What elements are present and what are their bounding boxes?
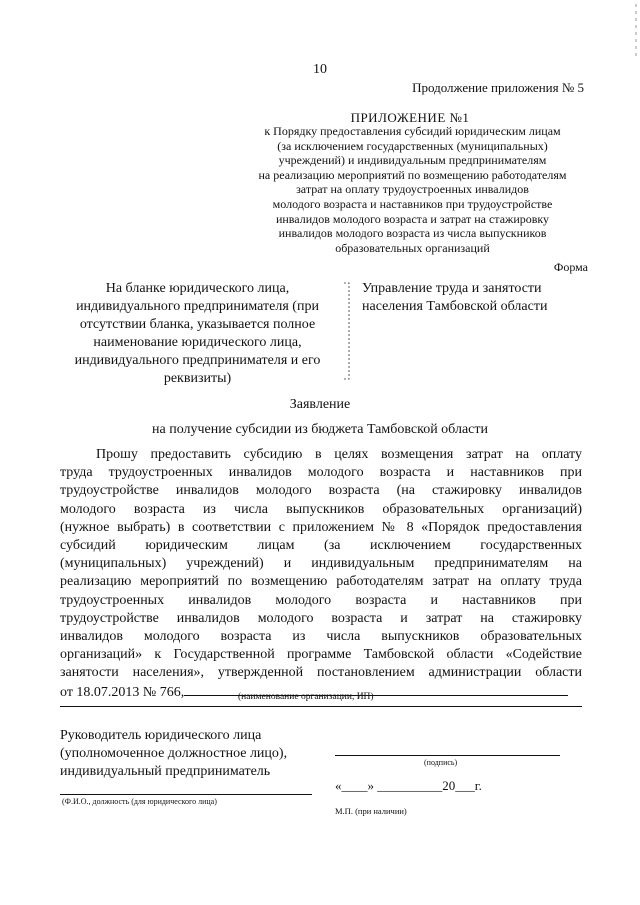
- appendix-line: на реализацию мероприятий по возмещению работодателям: [258, 167, 567, 182]
- separator-line: [60, 706, 582, 707]
- signatory-line: индивидуальный предприниматель: [60, 764, 271, 779]
- letterhead-placeholder: [60, 280, 335, 388]
- body-line: Прошу предоставить субсидию в целях возмещения затрат на оплату: [96, 447, 582, 462]
- date-field[interactable]: «____» __________20___г.: [335, 778, 482, 793]
- statement-body: [60, 446, 582, 701]
- appendix-line: затрат на оплату трудоустроенных инвалидов: [296, 182, 529, 197]
- form-label: Форма: [553, 260, 588, 274]
- body-line: инвалидов молодого возраста из числа выпускников образовательных: [60, 628, 582, 644]
- scan-edge-mark: [634, 0, 638, 60]
- body-line: трудоустройстве инвалидов молодого возраста (на стажировку инвалидов: [60, 483, 582, 499]
- statement-subtitle: на получение субсидии из бюджета Тамбовской области: [152, 422, 488, 437]
- appendix-line: учреждений) и индивидуальным предпринимателям: [278, 153, 547, 168]
- appendix-line: к Порядку предоставления субсидий юридическим лицам: [264, 124, 561, 138]
- body-line: трудоустройстве инвалидов молодого возраста и затрат на стажировку: [60, 610, 582, 626]
- letterhead-line: индивидуального предпринимателя и его: [74, 353, 321, 368]
- body-line: занятости населения», утвержденной постановлением администрации области: [60, 665, 582, 681]
- letterhead-line: реквизиты): [163, 371, 232, 386]
- stamp-caption: М.П. (при наличии): [335, 806, 407, 816]
- signature-caption: (подпись): [424, 758, 458, 767]
- page-number: 10: [313, 62, 327, 77]
- fio-field[interactable]: [60, 794, 312, 795]
- appendix-line: образовательных организаций: [335, 240, 490, 255]
- fio-caption: (Ф.И.О., должность (для юридического лица): [62, 797, 217, 806]
- appendix-title: ПРИЛОЖЕНИЕ №1: [350, 110, 470, 125]
- letterhead-line: наименование юридического лица,: [93, 335, 302, 350]
- appendix-line: инвалидов молодого возраста из числа выпускников: [278, 226, 547, 241]
- signature-field[interactable]: [335, 755, 560, 756]
- body-line: труда трудоустроенных инвалидов молодого возраста и наставников при: [60, 465, 582, 481]
- statement-title: Заявление: [289, 397, 351, 412]
- letterhead-line: отсутствии бланка, указывается полное: [79, 317, 316, 332]
- body-line: (муниципальных) учреждений) и индивидуальным предпринимателям на: [60, 556, 582, 572]
- letterhead-line: индивидуального предпринимателя (при: [76, 299, 319, 314]
- body-line: реализацию мероприятий по возмещению работодателям затрат на оплату труда: [60, 574, 582, 590]
- letterhead-line: На бланке юридического лица,: [105, 281, 290, 296]
- body-line: трудоустроенных инвалидов молодого возраста и наставников при: [60, 592, 582, 608]
- body-line: организаций» к Государственной программе Тамбовской области «Содействие: [60, 647, 582, 663]
- body-line: (нужное выбрать) в соответствии с приложением № 8 «Порядок предоставления: [60, 519, 582, 535]
- signatory-block: [60, 727, 320, 781]
- body-line: молодого возраста из числа выпускников образовательных организаций): [60, 501, 582, 517]
- appendix-reference: [240, 124, 585, 255]
- addressee-block: [362, 280, 582, 316]
- continuation-note: Продолжение приложения № 5: [412, 80, 584, 95]
- appendix-line: (за исключением государственных (муниципальных): [277, 138, 548, 153]
- body-line: субсидий юридическим лицам (за исключением государственных: [60, 537, 582, 553]
- appendix-line: инвалидов молодого возраста и затрат на стажировку: [275, 211, 550, 226]
- organization-caption: (наименование организации, ИП): [238, 692, 374, 702]
- decree-reference: от 18.07.2013 № 766,: [60, 685, 185, 701]
- bracket-divider: [343, 282, 351, 380]
- addressee-line: Управление труда и занятости: [362, 281, 542, 296]
- signatory-line: Руководитель юридического лица: [60, 728, 262, 743]
- addressee-line: населения Тамбовской области: [362, 299, 548, 314]
- signatory-line: (уполномоченное должностное лицо),: [60, 746, 288, 761]
- appendix-line: молодого возраста и наставников при трудоустройстве: [272, 196, 553, 211]
